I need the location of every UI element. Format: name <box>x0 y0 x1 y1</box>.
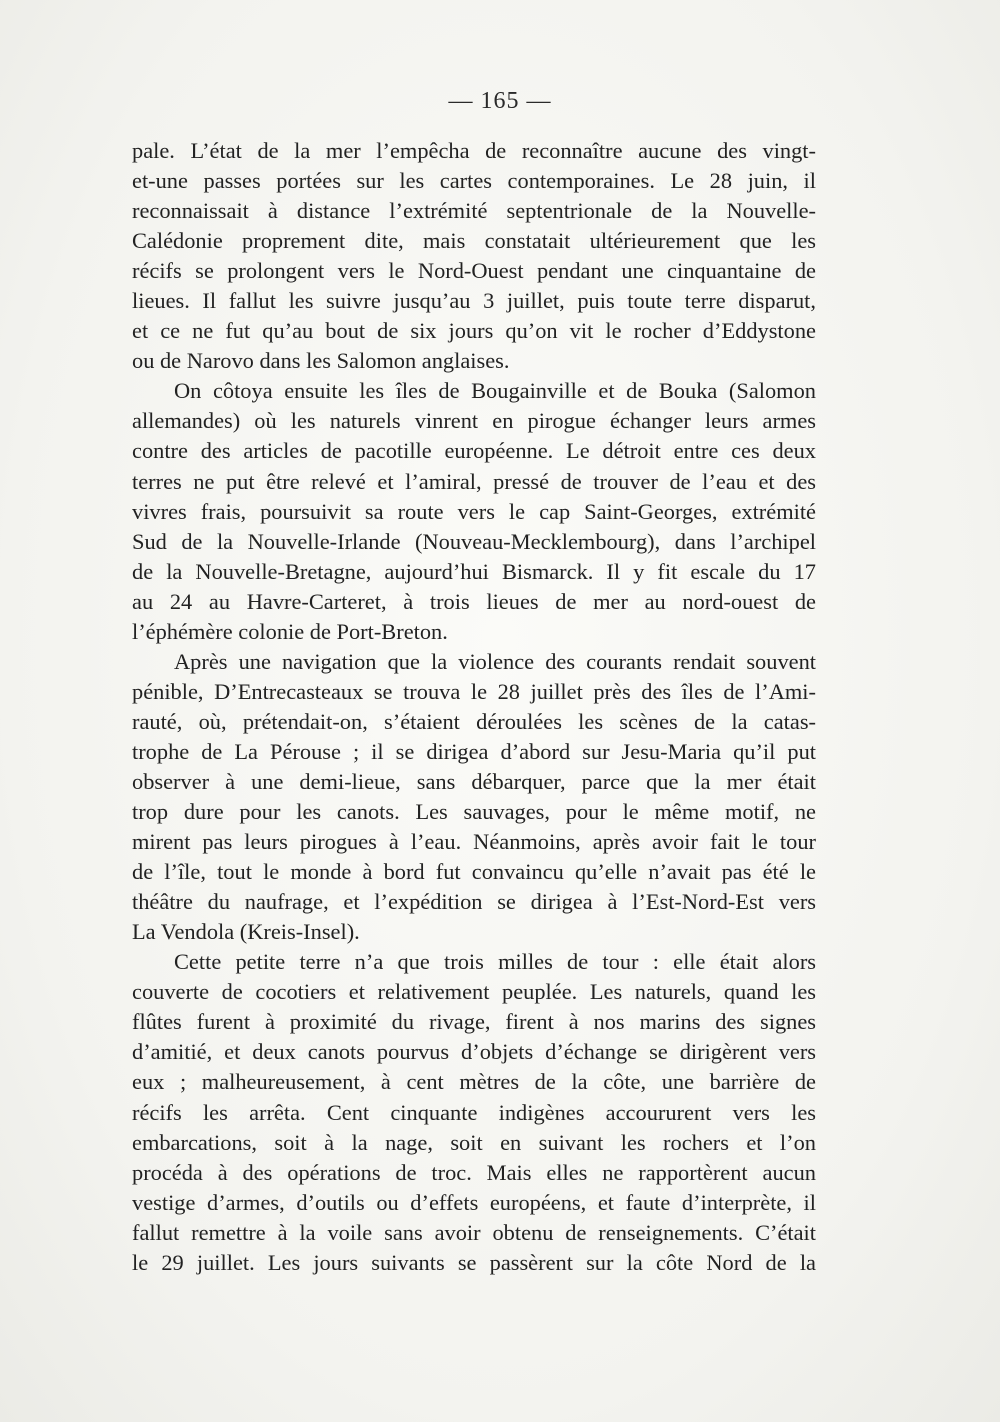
text-line: Sud de la Nouvelle-Irlande (Nouveau-Mecklembourg), dans l’archipel <box>132 528 816 554</box>
paragraph <box>132 136 816 376</box>
text-line: de la Nouvelle-Bretagne, aujourd’hui Bismarck. Il y fit escale du 17 <box>132 558 816 584</box>
text-line: vivres frais, poursuivit sa route vers le cap Saint-Georges, extrémité <box>132 498 816 524</box>
body-text <box>132 136 816 1278</box>
text-line: Après une navigation que la violence des courants rendait souvent <box>174 648 816 674</box>
text-line: pale. L’état de la mer l’empêcha de reconnaître aucune des vingt- <box>132 138 816 163</box>
text-line: terres ne put être relevé et l’amiral, pressé de trouver de l’eau et des <box>132 468 816 494</box>
text-line: ou de Narovo dans les Salomon anglaises. <box>132 348 510 374</box>
text-line: allemandes) où les naturels vinrent en pirogue échanger leurs armes <box>132 408 816 434</box>
text-line: reconnaissait à distance l’extrémité septentrionale de la Nouvelle- <box>132 198 816 224</box>
text-line: embarcations, soit à la nage, soit en suivant les rochers et l’on <box>132 1129 816 1155</box>
text-line: le 29 juillet. Les jours suivants se passèrent sur la côte Nord de la <box>132 1249 816 1275</box>
text-line: de l’île, tout le monde à bord fut convaincu qu’elle n’avait pas été le <box>132 859 816 885</box>
text-line: au 24 au Havre-Carteret, à trois lieues de mer au nord-ouest de <box>132 588 816 614</box>
text-line: mirent pas leurs pirogues à l’eau. Néanmoins, après avoir fait le tour <box>132 829 816 855</box>
text-line: eux ; malheureusement, à cent mètres de la côte, une barrière de <box>132 1069 816 1095</box>
text-line: flûtes furent à proximité du rivage, firent à nos marins des signes <box>132 1009 816 1035</box>
text-line: On côtoya ensuite les îles de Bougainville et de Bouka (Salomon <box>174 378 816 404</box>
text-line: procéda à des opérations de troc. Mais elles ne rapportèrent aucun <box>132 1159 816 1185</box>
text-line: récifs les arrêta. Cent cinquante indigènes accoururent vers les <box>132 1099 816 1125</box>
text-line: vestige d’armes, d’outils ou d’effets européens, et faute d’interprète, il <box>132 1189 816 1215</box>
text-line: d’amitié, et deux canots pourvus d’objets d’échange se dirigèrent vers <box>132 1039 816 1065</box>
text-line: et-une passes portées sur les cartes contemporaines. Le 28 juin, il <box>132 168 816 194</box>
text-line: couverte de cocotiers et relativement peuplée. Les naturels, quand les <box>132 979 816 1005</box>
text-line: Calédonie proprement dite, mais constatait ultérieurement que les <box>132 228 816 254</box>
page-number: — 165 — <box>448 88 552 114</box>
paragraph <box>132 947 816 1278</box>
text-line: La Vendola (Kreis-Insel). <box>132 919 360 945</box>
text-line: trophe de La Pérouse ; il se dirigea d’abord sur Jesu-Maria qu’il put <box>132 738 816 764</box>
text-line: pénible, D’Entrecasteaux se trouva le 28 juillet près des îles de l’Ami- <box>132 678 816 704</box>
text-line: et ce ne fut qu’au bout de six jours qu’on vit le rocher d’Eddystone <box>132 318 816 344</box>
text-line: l’éphémère colonie de Port-Breton. <box>132 618 448 644</box>
text-line: observer à une demi-lieue, sans débarquer, parce que la mer était <box>132 768 816 794</box>
text-line: contre des articles de pacotille européenne. Le détroit entre ces deux <box>132 438 816 464</box>
paragraph <box>132 376 816 646</box>
text-line: rauté, où, prétendait-on, s’étaient déroulées les scènes de la catas- <box>132 708 816 734</box>
paragraph <box>132 647 816 947</box>
text-line: théâtre du naufrage, et l’expédition se dirigea à l’Est-Nord-Est vers <box>132 889 816 915</box>
text-line: trop dure pour les canots. Les sauvages, pour le même motif, ne <box>132 799 816 825</box>
text-line: lieues. Il fallut les suivre jusqu’au 3 juillet, puis toute terre disparut, <box>132 288 816 314</box>
text-line: Cette petite terre n’a que trois milles de tour : elle était alors <box>174 949 816 975</box>
text-line: récifs se prolongent vers le Nord-Ouest pendant une cinquantaine de <box>132 258 816 284</box>
text-line: fallut remettre à la voile sans avoir obtenu de renseignements. C’était <box>132 1219 816 1245</box>
